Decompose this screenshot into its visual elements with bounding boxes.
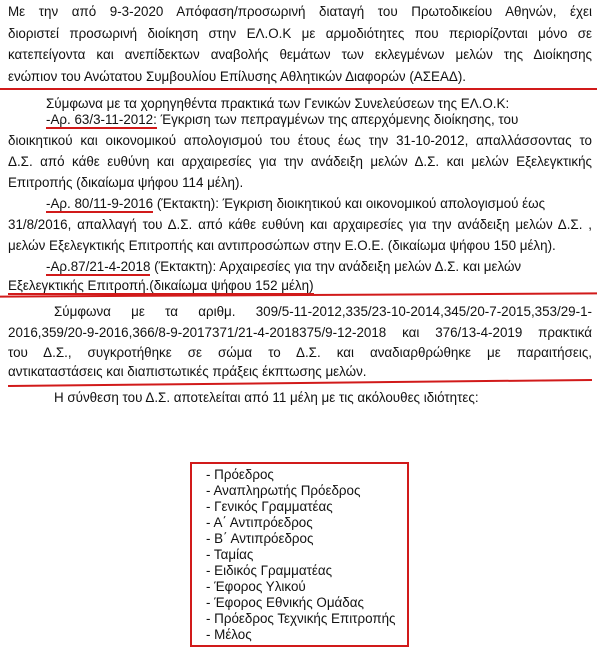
role-item: - Ταμίας	[206, 547, 254, 562]
role-item: - Έφορος Υλικού	[206, 579, 306, 594]
role-item: - Αναπληρωτής Πρόεδρος	[206, 483, 361, 498]
intro-line-4: ενώπιον του Ανώτατου Συμβουλίου Επίλυσης Αθλητικών Διαφορών (ΑΣΕΑΔ).	[8, 69, 467, 84]
role-item: - Γενικός Γραμματέας	[206, 499, 333, 514]
intro-line-2: διοριστεί προσωρινή διοίκηση στην ΕΛ.Ο.Κ με αρμοδιότητες που περιορίζονται μόνο σε	[8, 26, 592, 41]
minutes-heading: Σύμφωνα με τα χορηγηθέντα πρακτικά των Γενικών Συνελεύσεων της ΕΛ.Ο.Κ:	[46, 96, 510, 111]
minutes-item-3: -Αρ.87/21-4-2018 (Έκτακτη): Αρχαιρεσίες για την ανάδειξη μελών Δ.Σ. και μελών	[46, 259, 522, 274]
minutes-ref-80: -Αρ. 80/11-9-2016	[46, 196, 154, 211]
intro-line-1: Με την από 9-3-2020 Απόφαση/προσωρινή διαταγή του Πρωτοδικείου Αθηνών, έχει	[8, 4, 592, 19]
minutes-item-1-line-2: διοικητικού και οικονομικού απολογισμού του έτους έως την 31-10-2012, απαλλάσσοντας το	[8, 133, 592, 148]
minutes-item-1: -Αρ. 63/3-11-2012: Έγκριση των πεπραγμένων της απερχόμενης διοίκησης, του	[46, 112, 519, 127]
minutes-ref-87: -Αρ.87/21-4-2018	[46, 259, 151, 274]
intro-line-3: κατεπείγοντα και ανεπίδεκτων αναβολής θεμάτων των εκλεγμένων μελών της Διοίκησης	[8, 47, 592, 62]
role-item: - Α΄ Αντιπρόεδρος	[206, 515, 313, 530]
role-item: - Ειδικός Γραμματέας	[206, 563, 333, 578]
role-item: - Πρόεδρος	[206, 467, 274, 482]
composition-intro: Η σύνθεση του Δ.Σ. αποτελείται από 11 μέλη με τις ακόλουθες ιδιότητες:	[54, 390, 479, 405]
roles-box-frame	[190, 462, 409, 647]
board-acts-line-1: Σύμφωνα με τα αριθμ. 309/5-11-2012,335/23-10-2014,345/20-7-2015,353/29-1-	[54, 304, 592, 319]
role-item: - Β΄ Αντιπρόεδρος	[206, 531, 314, 546]
minutes-item-1-line-3: Δ.Σ. από κάθε ευθύνη και αρχαιρεσίες για την ανάδειξη μελών Δ.Σ. και μελών Εξελεγκτικής	[8, 154, 592, 169]
minutes-item-3-line-2: Εξελεγκτικής Επιτροπή.(δικαίωμα ψήφου 152 μέλη)	[8, 278, 314, 293]
board-acts-line-3: του Δ.Σ., συγκροτήθηκε σε σώμα το Δ.Σ. και αναδιαρθρώθηκε με παραιτήσεις,	[8, 345, 592, 360]
role-item: - Πρόεδρος Τεχνικής Επιτροπής	[206, 611, 396, 626]
role-item: - Έφορος Εθνικής Ομάδας	[206, 595, 364, 610]
minutes-item-2-line-2: 31/8/2016, απαλλαγή του Δ.Σ. από κάθε ευθύνη και αρχαιρεσίες για την ανάδειξη μελών Δ.Σ. ,	[8, 217, 592, 232]
board-acts-line-2: 2016,359/20-9-2016,366/8-9-2017371/21-4-2018375/9-12-2018 και 376/13-4-2019 πρακτικά	[8, 325, 592, 340]
minutes-item-2: -Αρ. 80/11-9-2016 (Έκτακτη): Έγκριση διοικητικού και οικονομικού απολογισμού έως	[46, 196, 546, 211]
minutes-ref-63: -Αρ. 63/3-11-2012:	[46, 112, 157, 127]
minutes-item-1-line-4: Επιτροπής (δικαίωμα ψήφου 114 μέλη).	[8, 175, 244, 190]
role-item: - Μέλος	[206, 627, 252, 642]
separator-line-top	[0, 88, 597, 90]
board-acts-line-4: αντικαταστάσεις και διαπιστωτικές πράξεις έκπτωσης μελών.	[8, 364, 367, 379]
minutes-item-2-line-3: μελών Εξελεγκτικής Επιτροπής και αντιπροσώπων στην Ε.Ο.Ε. (δικαίωμα ψήφου 150 μέλη).	[8, 238, 556, 253]
